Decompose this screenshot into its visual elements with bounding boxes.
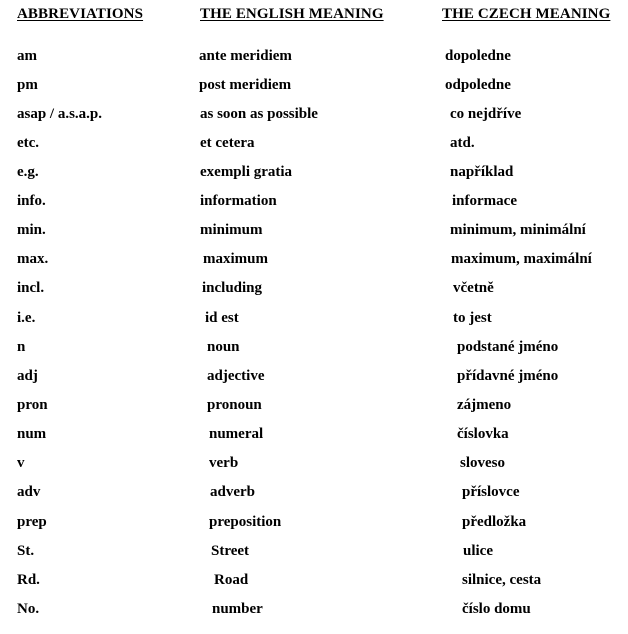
abbreviation-cell: num [17, 426, 47, 442]
abbreviation-cell: adj [17, 368, 38, 384]
czech-meaning-cell: sloveso [460, 455, 505, 471]
abbreviation-cell: min. [17, 222, 46, 238]
english-meaning-cell: minimum [200, 222, 263, 238]
czech-meaning-cell: atd. [450, 135, 475, 151]
english-meaning-cell: exempli gratia [200, 164, 293, 180]
abbreviation-cell: asap / a.s.a.p. [17, 106, 103, 122]
abbreviation-cell: v [17, 455, 25, 471]
czech-meaning-cell: podstané jméno [457, 339, 559, 355]
english-meaning-cell: et cetera [200, 135, 255, 151]
english-meaning-cell: id est [205, 310, 239, 326]
abbreviation-cell: pron [17, 397, 48, 413]
abbreviation-cell: prep [17, 514, 47, 530]
czech-meaning-cell: silnice, cesta [462, 572, 542, 588]
english-meaning-cell: Road [214, 572, 249, 588]
abbreviation-cell: max. [17, 251, 49, 267]
czech-meaning-cell: minimum, minimální [450, 222, 586, 238]
english-meaning-cell: maximum [203, 251, 268, 267]
english-meaning-cell: adjective [207, 368, 265, 384]
czech-meaning-cell: například [450, 164, 514, 180]
abbreviation-cell: incl. [17, 280, 45, 296]
table-row [0, 601, 628, 621]
english-meaning-cell: as soon as possible [200, 106, 318, 122]
english-meaning-cell: preposition [209, 514, 282, 530]
table-row [0, 455, 628, 475]
table-row [0, 222, 628, 242]
czech-meaning-cell: informace [452, 193, 517, 209]
table-row [0, 368, 628, 388]
abbreviation-cell: No. [17, 601, 40, 617]
abbreviation-cell: e.g. [17, 164, 39, 180]
table-row [0, 484, 628, 504]
english-meaning-cell: including [202, 280, 263, 296]
english-meaning-cell: post meridiem [199, 77, 292, 93]
abbreviation-cell: am [17, 48, 37, 64]
czech-meaning-cell: předložka [462, 514, 527, 530]
czech-meaning-cell: příslovce [462, 484, 520, 500]
abbreviation-cell: i.e. [17, 310, 36, 326]
czech-meaning-cell: odpoledne [445, 77, 511, 93]
table-row [0, 426, 628, 446]
czech-meaning-cell: zájmeno [457, 397, 512, 413]
header-czech-meaning: THE CZECH MEANING [442, 6, 611, 22]
czech-meaning-cell: přídavné jméno [457, 368, 559, 384]
english-meaning-cell: information [200, 193, 277, 209]
table-row [0, 193, 628, 213]
abbreviation-cell: n [17, 339, 26, 355]
english-meaning-cell: number [212, 601, 263, 617]
table-row [0, 106, 628, 126]
abbreviation-cell: etc. [17, 135, 40, 151]
abbreviation-cell: adv [17, 484, 41, 500]
czech-meaning-cell: to jest [453, 310, 492, 326]
czech-meaning-cell: číslo domu [462, 601, 531, 617]
table-row [0, 514, 628, 534]
abbreviation-cell: St. [17, 543, 35, 559]
abbreviation-cell: info. [17, 193, 46, 209]
english-meaning-cell: numeral [209, 426, 264, 442]
abbreviation-cell: Rd. [17, 572, 40, 588]
header-abbreviations: ABBREVIATIONS [17, 6, 144, 22]
table-row [0, 135, 628, 155]
header-english-meaning: THE ENGLISH MEANING [200, 6, 384, 22]
czech-meaning-cell: maximum, maximální [451, 251, 592, 267]
english-meaning-cell: noun [207, 339, 240, 355]
english-meaning-cell: ante meridiem [199, 48, 292, 64]
czech-meaning-cell: včetně [453, 280, 494, 296]
czech-meaning-cell: číslovka [457, 426, 509, 442]
table-row [0, 48, 628, 68]
table-row [0, 77, 628, 97]
czech-meaning-cell: ulice [463, 543, 493, 559]
table-row [0, 339, 628, 359]
table-row [0, 543, 628, 563]
table-row [0, 251, 628, 271]
english-meaning-cell: pronoun [207, 397, 262, 413]
czech-meaning-cell: co nejdříve [450, 106, 522, 122]
table-row [0, 280, 628, 300]
abbreviation-cell: pm [17, 77, 38, 93]
english-meaning-cell: adverb [210, 484, 255, 500]
table-row [0, 310, 628, 330]
table-row [0, 164, 628, 184]
table-row [0, 397, 628, 417]
czech-meaning-cell: dopoledne [445, 48, 511, 64]
english-meaning-cell: Street [211, 543, 250, 559]
table-row [0, 572, 628, 592]
english-meaning-cell: verb [209, 455, 239, 471]
